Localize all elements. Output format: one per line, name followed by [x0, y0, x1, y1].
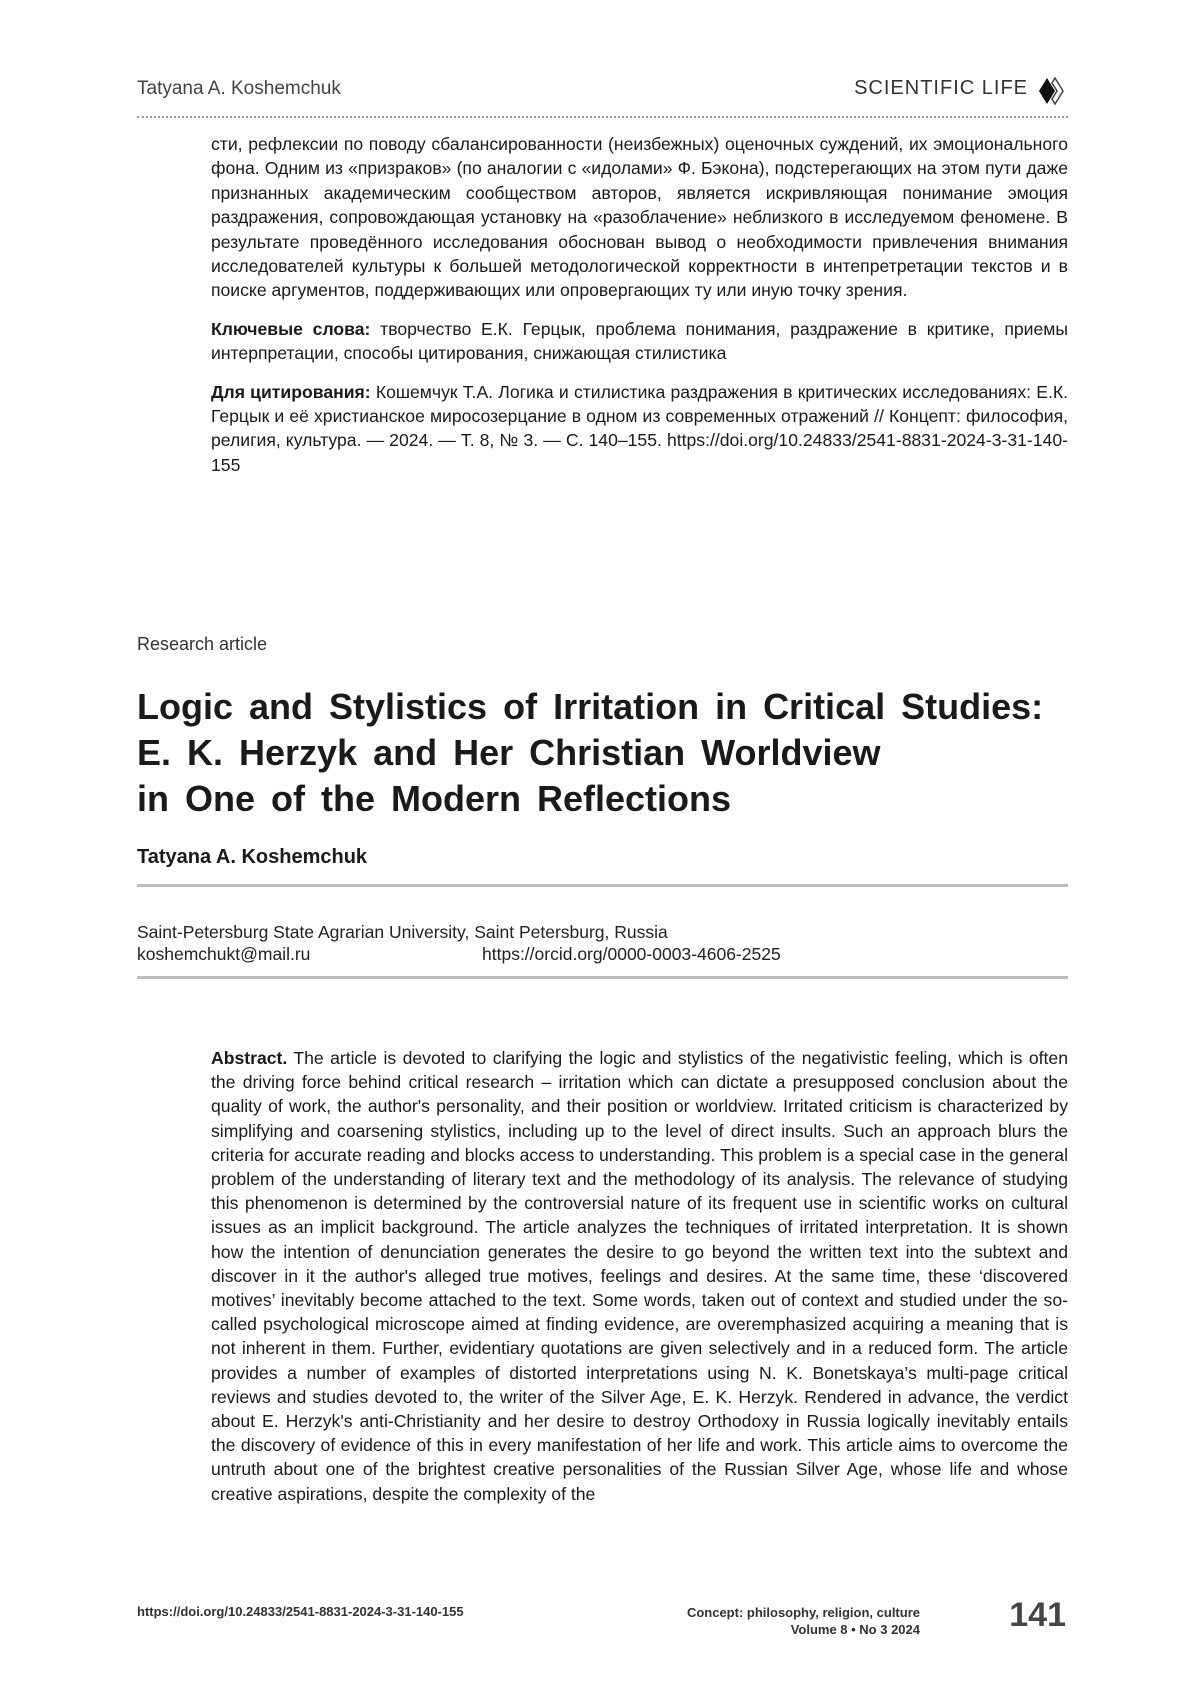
russian-keywords — [211, 317, 1068, 366]
footer-volume: Volume 8 • No 3 2024 — [790, 1622, 920, 1637]
title-line: Logic and Stylistics of Irritation in Critical Studies: — [137, 686, 1044, 727]
keywords-text: творчество Е.К. Герцык, проблема понимания, раздражение в критике, приемы интерпретации, способы цитирования, снижающая стилистика — [211, 318, 1068, 364]
english-abstract — [211, 1046, 1068, 1506]
footer-doi-link[interactable]: https://doi.org/10.24833/2541-8831-2024-3-31-140-155 — [137, 1604, 464, 1619]
title-line: E. K. Herzyk and Her Christian Worldview — [137, 732, 881, 773]
citation-label: Для цитирования: — [211, 381, 371, 402]
abstract-label: Abstract. — [211, 1048, 288, 1068]
author-orcid-link[interactable]: https://orcid.org/0000-0003-4606-2525 — [482, 944, 781, 964]
keywords-label: Ключевые слова: — [211, 318, 371, 339]
russian-citation — [211, 380, 1068, 478]
russian-abstract-section — [211, 132, 1068, 491]
author-email-link[interactable]: koshemchukt@mail.ru — [137, 944, 311, 964]
article-title — [137, 684, 1080, 822]
article-author: Tatyana A. Koshemchuk — [137, 846, 368, 868]
article-type-label: Research article — [137, 634, 268, 654]
running-header — [137, 76, 1068, 118]
diamond-logo-icon — [1036, 76, 1066, 106]
divider — [137, 884, 1068, 887]
citation-text: Кошемчук Т.А. Логика и стилистика раздражения в критических исследованиях: Е.К. Герцык и её христианское миросозерцание в одном из современных отражений // Концепт: философия, религия, культура. — 2024. — Т. 8, № 3. — С. 140–155. https://doi.org/10.24833/2541-8831-2024-3-31-140-155 — [211, 381, 1068, 475]
title-line: in One of the Modern Reflections — [137, 778, 732, 819]
footer-journal-name: Concept: philosophy, religion, culture — [686, 1605, 920, 1620]
page-number: 141 — [1009, 1596, 1066, 1634]
divider — [137, 976, 1068, 979]
footer-journal-info — [687, 1604, 920, 1638]
header-author: Tatyana A. Koshemchuk — [137, 78, 341, 99]
abstract-text: The article is devoted to clarifying the logic and stylistics of the negativistic feeling, which is often the driving force behind critical research – irritation which can dictate a presupposed conclusion about the quality of work, the author's personality, and their position or worldview. Irritated criticism is characterized by simplifying and coarsening stylistics, including up to the level of direct insults. Such an approach blurs the criteria for accurate reading and blocks access to understanding. This problem is a special case in the general problem of the understanding of literary text and the methodology of its analysis. The relevance of studying this phenomenon is determined by the controversial nature of its frequent use in scientific works on cultural issues as an implicit background. The article analyzes the techniques of irritated interpretation. It is shown how the intention of denunciation generates the desire to go beyond the written text into the subtext and discover in it the author's alleged true motives, feelings and desires. At the same time, these ‘discovered motives’ inevitably become attached to the text. Some words, taken out of context and studied under the so-called psychological microscope aimed at finding evidence, are overemphasized acquiring a meaning that is not inherent in them. Further, evidentiary quotations are given selectively and in a reduced form. The article provides a number of examples of distorted interpretations using N. K. Bonetskaya’s multi-page critical reviews and studies devoted to, the writer of the Silver Age, E. K. Herzyk. Rendered in advance, the verdict about E. Herzyk's anti-Christianity and her desire to destroy Orthodoxy in Russia logically inevitably entails the discovery of evidence of this in every manifestation of her life and work. This article aims to overcome the untruth about one of the brightest creative personalities of the Russian Silver Age, whose life and whose creative aspirations, despite the complexity of the — [211, 1048, 1068, 1504]
russian-abstract-continuation: сти, рефлексии по поводу сбалансированности (неизбежных) оценочных суждений, их эмоционального фона. Одним из «призраков» (по аналогии с «идолами» Ф. Бэкона), подстерегающих на этом пути даже признанных академическим сообществом авторов, является искривляющая понимание эмоция раздражения, сопровождающая установку на «разоблачение» неблизкого в исследуемом феномене. В результате проведённого исследования обоснован вывод о необходимости привлечения внимания исследователей культуры к большей методологической корректности в интепретретации текстов и в поиске аргументов, поддерживающих или опровергающих ту или иную точку зрения. — [211, 134, 1068, 301]
header-section-title: SCIENTIFIC LIFE — [854, 77, 1028, 99]
author-affiliation: Saint-Petersburg State Agrarian University, Saint Petersburg, Russia — [137, 922, 668, 942]
